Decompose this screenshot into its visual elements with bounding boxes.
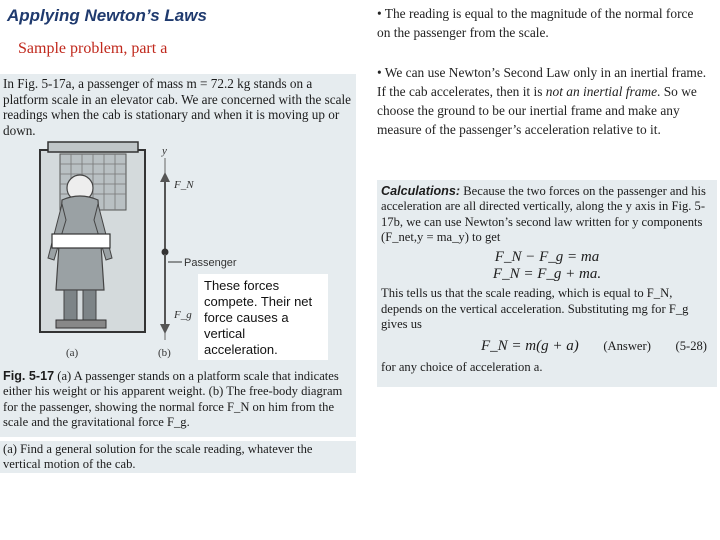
- answer-label: (Answer): [603, 338, 651, 353]
- figure-sublabel-b: (b): [158, 347, 171, 359]
- cab-top: [48, 142, 138, 152]
- slide-subtitle: Sample problem, part a: [18, 40, 168, 57]
- passenger-label: Passenger: [184, 257, 237, 269]
- problem-statement: In Fig. 5-17a, a passenger of mass m = 72.2 kg stands on a platform scale in an elevator cab. We are concerned with the scale readings when the cab is stationary and when it is moving up or down.: [0, 74, 356, 154]
- slide-title: Applying Newton’s Laws: [7, 6, 207, 25]
- equation-3: F_N = m(g + a): [481, 337, 579, 354]
- bullet-inertial-frame: • We can use Newton’s Second Law only in an inertial frame. If the cab accelerates, then it is not an inertial frame. So we choose the ground to be our inertial frame and make any measure of the passenger’s acceleration relative to it.: [377, 65, 707, 137]
- bullet-2-rest: . So we choose the ground to be our inertial frame and make any measure of the passenger’s acceleration relative to it.: [377, 84, 697, 137]
- equation-1: F_N − F_g = ma: [494, 248, 600, 265]
- equation-2: F_N = F_g + ma.: [492, 266, 602, 283]
- gravity-force-arrowhead: [160, 324, 170, 334]
- bullet-scale-reading: • The reading is equal to the magnitude of the normal force on the passenger from the scale.: [377, 6, 694, 40]
- bullet-2-text: We can use Newton’s Second Law only in an inertial frame. If the cab accelerates, then it is: [377, 65, 707, 99]
- figure-5-17: [0, 140, 356, 368]
- scale-dial: [52, 234, 110, 248]
- calculations-text-1: Because the two forces on the passenger and his acceleration are all directed vertically, along the y axis in Fig. 5-17b, we can use Newton’s second law written for y components (F_net,y = ma_y) to get: [381, 184, 706, 245]
- equation-number: (5-28): [675, 338, 707, 353]
- caption-text: (a) A passenger stands on a platform scale that indicates either his weight or his apparent weight. (b) The free-body diagram for the passenger, showing the normal force F_N on him from the scale and the gravitational force F_g.: [3, 369, 343, 430]
- calculations-excerpt: [377, 180, 717, 387]
- normal-force-arrowhead: [160, 172, 170, 182]
- bullet-2-emphasis: not an inertial frame: [545, 84, 658, 99]
- calculations-text-3: for any choice of acceleration a.: [381, 360, 543, 375]
- calculations-text-2: This tells us that the scale reading, which is equal to F_N, depends on the vertical acceleration. Substituting mg for F_g gives us: [381, 286, 689, 332]
- bullet-1-text: The reading is equal to the magnitude of the normal force on the passenger from the scale.: [377, 6, 694, 40]
- part-a-question: (a) Find a general solution for the scale reading, whatever the vertical motion of the cab.: [0, 441, 356, 473]
- calculations-label: Calculations:: [381, 184, 461, 198]
- answer-row: [381, 339, 713, 354]
- platform-scale: [56, 320, 106, 328]
- figure-caption: [0, 367, 356, 437]
- normal-force-label: F_N: [174, 179, 194, 191]
- gravity-force-label: F_g: [174, 309, 192, 321]
- caption-label: Fig. 5-17: [3, 369, 55, 383]
- forces-callout: These forces compete. Their net force causes a vertical acceleration.: [198, 274, 328, 360]
- y-axis-label: y: [162, 145, 167, 157]
- figure-sublabel-a: (a): [66, 347, 79, 359]
